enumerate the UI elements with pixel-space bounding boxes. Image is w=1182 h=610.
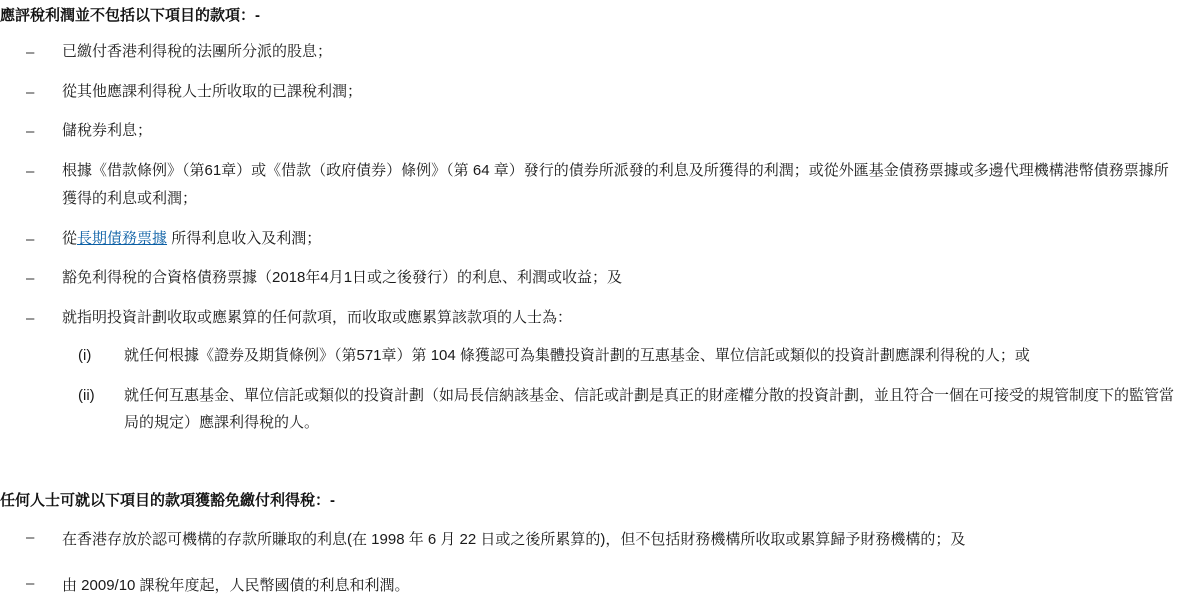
dash-marker: – [26, 528, 35, 546]
roman-marker: (ii) [78, 386, 95, 404]
list-item-with-link [0, 219, 1182, 259]
section1-heading: 應評稅利潤並不包括以下項目的款項：- [0, 7, 260, 24]
list-item-text: 已繳付香港利得稅的法團所分派的股息； [62, 42, 333, 60]
list-item [0, 111, 1182, 151]
list-item [0, 72, 1182, 112]
roman-marker: (i) [78, 346, 92, 364]
dash-marker: – [26, 310, 35, 327]
list-item [0, 563, 1182, 609]
list-item-text: 就指明投資計劃收取或應累算的任何款項，而收取或應累算該款項的人士為： [62, 309, 573, 326]
link-prefix-text: 從 [62, 229, 78, 247]
section1-sublist [62, 336, 1182, 443]
dash-marker: – [26, 123, 35, 141]
list-item [0, 258, 1182, 298]
list-item-text [62, 225, 1182, 253]
list-item-text: 儲稅券利息； [62, 122, 153, 140]
list-item-text: 就任何根據《證券及期貨條例》（第571章）第 104 條獲認可為集體投資計劃的互惠基金、單位信託或類似的投資計劃應課利得稅的人；或 [124, 346, 1030, 364]
list-item-text: 就任何互惠基金、單位信託或類似的投資計劃（如局長信納該基金、信託或計劃是真正的財產權分散的投資計劃，並且符合一個在可接受的規管制度下的監管當局的規定）應課利得稅的人。 [124, 386, 1175, 432]
dash-marker: – [26, 574, 35, 592]
section2-heading: 任何人士可就以下項目的款項獲豁免繳付利得稅：- [0, 492, 335, 509]
list-item-text: 從其他應課利得稅人士所收取的已課稅利潤； [62, 82, 363, 100]
section1-list [0, 32, 1182, 449]
dash-marker: – [26, 83, 35, 101]
list-item-text: 在香港存放於認可機構的存款所賺取的利息(在 1998 年 6 月 22 日或之後所累算的)，但不包括財務機構所收取或累算歸予財務機構的；及 [62, 530, 966, 548]
long-term-debt-instrument-link[interactable]: 長期債務票據 [77, 229, 168, 247]
list-item [0, 151, 1182, 219]
list-item-text: 由 2009/10 課稅年度起，人民幣國債的利息和利潤。 [62, 576, 410, 594]
list-item-text: 豁免利得稅的合資格債務票據（2018年4月1日或之後發行）的利息、利潤或收益；及 [62, 269, 623, 287]
list-item-text: 根據《借款條例》（第61章）或《借款（政府債券）條例》（第 64 章）發行的債券所派發的利息及所獲得的利潤；或從外匯基金債務票據或多邊代理機構港幣債務票據所獲得的利息或利潤； [62, 162, 1169, 207]
list-item [62, 336, 1182, 376]
dash-marker: – [26, 163, 35, 180]
list-item [0, 32, 1182, 72]
list-item [62, 376, 1182, 444]
list-item [0, 517, 1182, 563]
section-profits-exemptions [0, 449, 1182, 608]
link-suffix-text: 所得利息收入及利潤； [167, 229, 322, 247]
section2-list [0, 517, 1182, 609]
list-item-with-sublist [0, 298, 1182, 449]
dash-marker: – [26, 43, 35, 61]
dash-marker: – [26, 230, 35, 248]
dash-marker: – [26, 270, 35, 288]
